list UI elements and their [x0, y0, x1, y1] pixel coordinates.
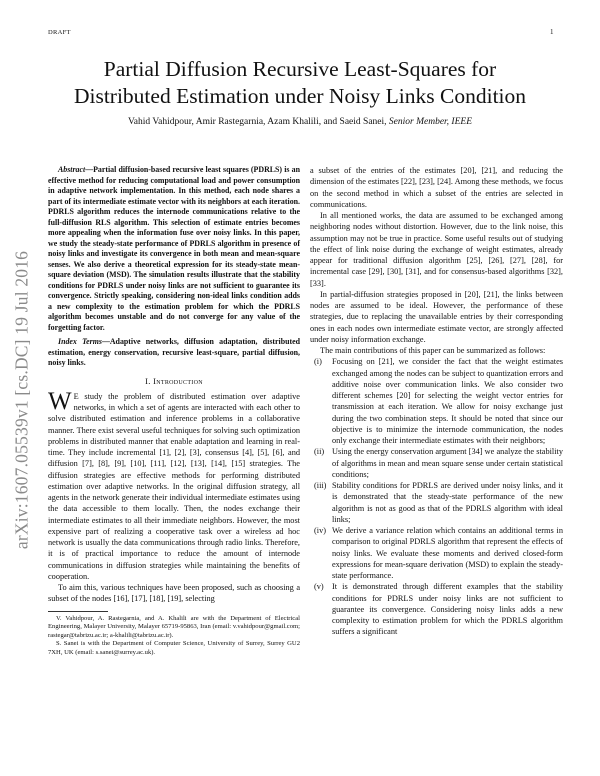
list-item-text: Stability conditions for PDRLS are derived under noisy links, and it is demonstrated that the steady-state performance of the new algorithm is not as good as that of the PDRLS algorithm with ideal links;	[332, 481, 563, 524]
section-heading-introduction	[48, 376, 300, 387]
right-paragraph-1: a subset of the entries of the estimates [20], [21], and reducing the dimension of the estimates [22], [23], [24]. Among these methods, we focus on the second method in which a subset of the entries are selected in communications.	[310, 166, 563, 209]
footnote-affiliation-1: V. Vahidpour, A. Rastegarnia, and A. Khalili are with the Department of Electrical Engineering, Malayer University, Malayer 65719-95863, Iran (email: v.vahidpour@gmail.com; rastegar@tabrizu.ac.ir; a-khalili@tabrizu.ac.ir).	[48, 614, 300, 639]
author-list	[40, 117, 560, 127]
list-item	[310, 581, 563, 637]
right-paragraph-4: The main contributions of this paper can be summarized as follows:	[320, 346, 546, 355]
list-item-label: (ii)	[314, 447, 325, 457]
authors-suffix: Senior Member, IEEE	[388, 117, 473, 127]
section-number: I.	[145, 375, 151, 386]
list-item-text: We derive a variance relation which contains an additional terms in comparison to original PDRLS algorithm that represent the effects of noisy links. We evaluate these moments and derived closed-form expressions for mean-square derivation (MSD) to explain the steady-state performance.	[332, 526, 563, 580]
abstract	[48, 165, 300, 333]
abstract-label: Abstract	[58, 165, 86, 174]
section-title: Introduction	[153, 375, 203, 386]
arxiv-identifier-text: arXiv:1607.05539v1 [cs.DC] 19 Jul 2016	[11, 250, 32, 550]
authors-names: Vahid Vahidpour, Amir Rastegarnia, Azam Khalili, and Saeid Sanei,	[127, 117, 387, 127]
index-terms-text: —Adaptive networks, diffusion adaptation, distributed estimation, energy conservation, recursive least-square, partial diffusion, noisy links.	[48, 337, 301, 367]
list-item-label: (v)	[314, 582, 324, 592]
list-item-text: Focusing on [21], we consider the fact that the weight estimates exchanged among the nodes can be subject to quantization errors and additive noise over communication links. We also consider two different schemes [20] for selecting the weight vector entries for transmission at each iteration. We allow for noisy exchange just during the two combination steps. It should be noted that since our objective is to minimize the internode communication, the nodes only exchange their intermediate estimates with their neighbors;	[332, 357, 563, 445]
index-terms	[48, 337, 300, 369]
drop-cap-letter: W	[48, 387, 72, 415]
right-column	[310, 165, 563, 638]
title-line-2: Distributed Estimation under Noisy Links Condition	[73, 84, 527, 108]
list-item-text: It is demonstrated through different examples that the stability conditions for PDRLS under noisy links are not sufficient to guarantee its convergence. Considering noisy links adds a new complexity to estimation problem for which the PDRLS algorithm suffers a significant	[332, 582, 563, 637]
abstract-text: —Partial diffusion-based recursive least squares (PDRLS) is an effective method for reducing computational load and power consumption in adaptive network implementation. In this method, each node shares a part of its intermediate estimate vector with its neighbors at each iteration. PDRLS algorithm reduces the internode communications relative to the full-diffusion RLS algorithm. This selection of estimate entries becomes more appealing when the information fuse over noisy links. In this paper, we study the steady-state performance of PDRLS algorithm in presence of noisy links and investigate its convergence in both mean and mean-square senses. We also derive a theoretical expression for its steady-state mean-square deviation (MSD). The simulation results illustrate that the stability conditions for PDRLS under noisy links are not sufficient to guarantee its convergence. Strictly speaking, considering non-ideal links condition adds a new complexity to the estimation problem for which the PDRLS algorithm becomes unstable and do not converge for any value of the forgetting factor.	[48, 165, 300, 332]
list-item	[310, 446, 563, 480]
list-item	[310, 356, 563, 446]
index-terms-label: Index Terms	[58, 337, 102, 346]
arxiv-identifier-stamp	[10, 210, 34, 590]
title-line-1: Partial Diffusion Recursive Least-Squares for	[103, 57, 497, 81]
page-number: 1	[550, 28, 554, 36]
running-header-draft: DRAFT	[48, 29, 71, 36]
left-column	[48, 165, 300, 657]
list-item	[310, 525, 563, 581]
footnote-rule	[48, 611, 108, 612]
intro-paragraph-1	[48, 387, 300, 582]
list-item-label: (iii)	[314, 481, 327, 490]
intro-paragraph-1-text: E study the problem of distributed estimation over adaptive networks, in which a set of agents are interacted with each other to solve distributed estimation and inference problems in a collaborative manner. There exist several useful techniques for solving such optimization problems in distributed manner that enable adaptation and learning in real-time. They include incremental [1], [2], [3], consensus [4], [5], [6], and diffusion [7], [8], [9], [10], [11], [12], [13], [14], [15] strategies. The diffusion strategies are effective methods for performing distributed estimation over adaptive networks. In the original diffusion strategy, all agents in the network generate their individual intermediate estimates using the data accessible to them locally. Then, the nodes exchange their intermediate estimates to all their immediate neighbors. However, the most expensive part of realizing a cooperative task over a wireless ad hoc network is usually the data communications through radio links. Therefore, it is of practical importance to reduce the amount of internode communications in diffusion strategies while maintaining the benefits of cooperation.	[48, 391, 300, 581]
intro-paragraph-2: To aim this, various techniques have been proposed, such as choosing a subset of the nodes [16], [17], [18], [19], selecting	[48, 583, 300, 604]
list-item	[310, 480, 563, 525]
paper-title	[40, 56, 560, 110]
contributions-list	[310, 356, 563, 637]
list-item-label: (i)	[314, 357, 322, 367]
footnote-affiliation-2: S. Sanei is with the Department of Computer Science, University of Surrey, Surrey GU2 7XH, UK (email: s.sanei@surrey.ac.uk).	[48, 640, 300, 656]
list-item-label: (iv)	[314, 526, 326, 535]
list-item-text: Using the energy conservation argument [34] we analyze the stability of algorithms in mean and mean square sense under certain statistical conditions;	[332, 447, 563, 479]
right-paragraph-2: In all mentioned works, the data are assumed to be exchanged among neighboring nodes without distortion. However, due to the link noise, this assumption may not be true in practice. Some useful results out of studying the effect of link noise during the exchange of weight estimates, already appear for traditional diffusion algorithm [25], [26], [27], [28], for incremental case [29], [30], [31], and for consensus-based algorithms [32], [33].	[310, 211, 563, 288]
right-paragraph-3: In partial-diffusion strategies proposed in [20], [21], the links between nodes are assumed to be ideal. However, the performance of these strategies, due to replacing the unavailable entries by their corresponding ones in each nodes own intermediate estimate vector, are strongly affected under noisy information exchange.	[310, 289, 563, 344]
